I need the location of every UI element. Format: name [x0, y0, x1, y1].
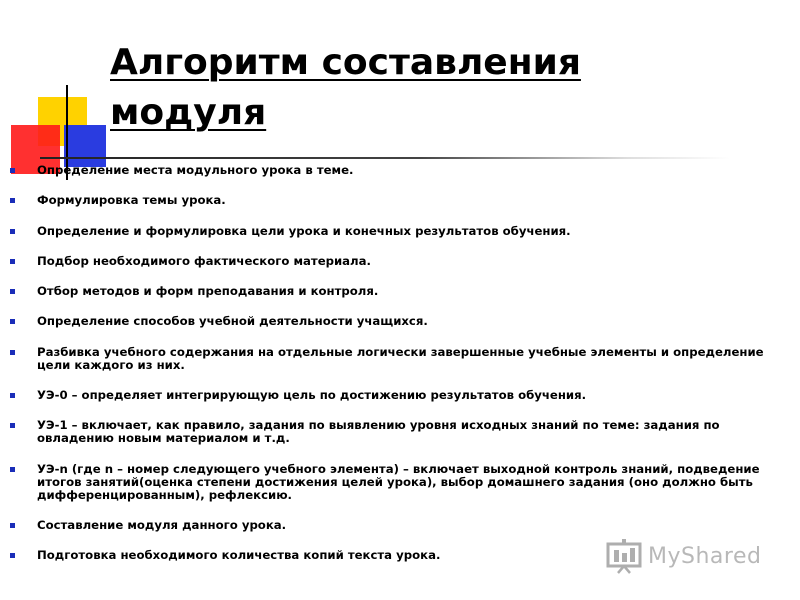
bullet-icon: [10, 168, 15, 173]
list-item: [10, 315, 785, 328]
list-item-text: УЭ-0 – определяет интегрирующую цель по достижению результатов обучения.: [37, 388, 587, 403]
list-item-text: УЭ-n (где n – номер следующего учебного элемента) – включает выходной контроль знаний, подведение итогов занятий(оценка степени достижения целей урока), выбор домашнего задания (оно должно быть дифференцированным), рефлексию.: [37, 461, 760, 502]
bullet-icon: [10, 423, 15, 428]
list-item: [10, 225, 785, 238]
list-item: [10, 194, 785, 207]
list-item: [10, 519, 785, 532]
list-item-text: Разбивка учебного содержания на отдельные логически завершенные учебные элементы и определение цели каждого из них.: [37, 344, 764, 372]
bullet-icon: [10, 467, 15, 472]
list-item-text: Определение места модульного урока в теме.: [37, 163, 354, 177]
bullet-icon: [10, 198, 15, 203]
title-divider: [40, 157, 730, 159]
bullet-list: [10, 164, 785, 580]
list-item-text: Подготовка необходимого количества копий текста урока.: [37, 548, 441, 563]
list-item: [10, 164, 785, 177]
bullet-icon: [10, 319, 15, 324]
list-item-text: Определение способов учебной деятельности учащихся.: [37, 314, 428, 329]
presentation-screen-icon: [606, 538, 644, 574]
list-item: [10, 346, 785, 372]
list-item-text: Определение и формулировка цели урока и конечных результатов обучения.: [37, 223, 571, 238]
watermark-text: MyShared: [648, 543, 762, 569]
list-item-text: Отбор методов и форм преподавания и контроля.: [37, 284, 379, 299]
bullet-icon: [10, 553, 15, 558]
list-item: [10, 463, 785, 502]
list-item: [10, 255, 785, 268]
bullet-icon: [10, 229, 15, 234]
list-item-text: Формулировка темы урока.: [37, 193, 226, 208]
bullet-icon: [10, 289, 15, 294]
watermark: [606, 536, 761, 576]
list-item: [10, 285, 785, 298]
blue-square: [64, 125, 106, 167]
list-item-text: УЭ-1 – включает, как правило, задания по выявлению уровня исходных знаний по теме: задания по овладению новым материалом и т.д.: [37, 418, 720, 446]
bullet-icon: [10, 523, 15, 528]
list-item-text: Составление модуля данного урока.: [37, 517, 287, 532]
list-item: [10, 389, 785, 402]
bullet-icon: [10, 259, 15, 264]
bullet-icon: [10, 393, 15, 398]
bullet-icon: [10, 350, 15, 355]
slide-title: Алгоритм составления модуля: [110, 42, 581, 133]
list-item-text: Подбор необходимого фактического материала.: [37, 253, 371, 268]
list-item: [10, 419, 785, 445]
